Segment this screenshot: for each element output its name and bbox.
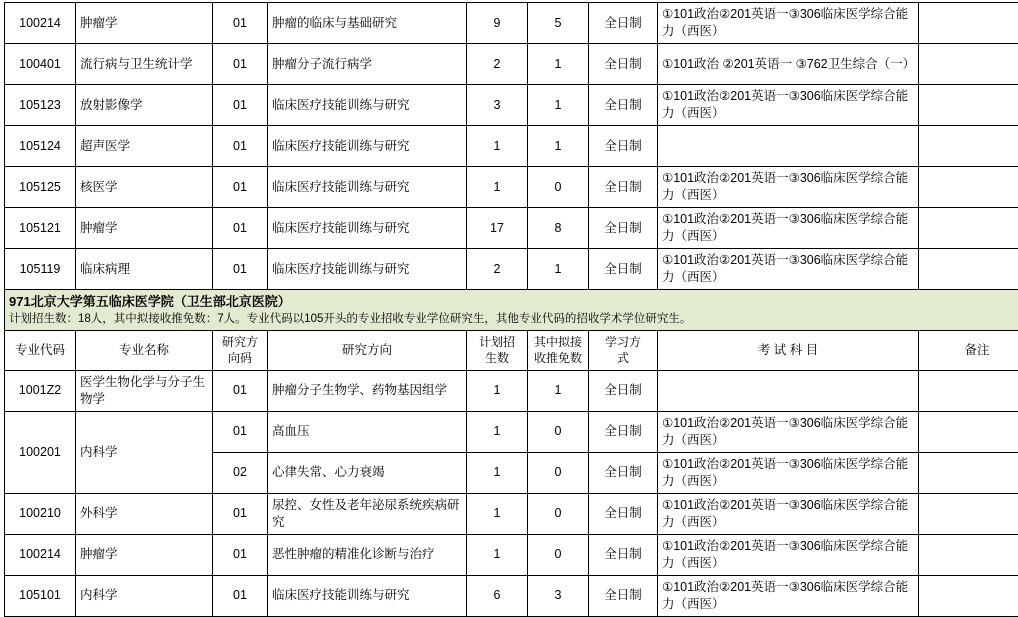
cell-plan-count: 6	[467, 575, 528, 616]
cell-major-name: 放射影像学	[76, 85, 213, 126]
table-row	[5, 370, 1018, 411]
table-row	[5, 85, 1018, 126]
cell-exempt-count: 3	[528, 575, 589, 616]
cell-remark	[919, 452, 1018, 493]
header-exempt-line1: 其中拟接	[534, 335, 582, 349]
cell-direction-code: 01	[213, 208, 268, 249]
cell-exempt-count: 1	[528, 44, 589, 85]
header-major-code: 专业代码	[5, 331, 76, 370]
cell-study-mode: 全日制	[589, 493, 658, 534]
cell-exempt-count: 1	[528, 249, 589, 290]
table-row	[5, 167, 1018, 208]
cell-remark	[919, 370, 1018, 411]
cell-exam-subjects: ①101政治②201英语一③306临床医学综合能力（西医）	[658, 411, 919, 452]
cell-direction-code: 01	[213, 3, 268, 44]
cell-major-code: 105125	[5, 167, 76, 208]
cell-study-mode: 全日制	[589, 126, 658, 167]
cell-major-code: 100401	[5, 44, 76, 85]
cell-study-mode: 全日制	[589, 575, 658, 616]
cell-research-direction: 高血压	[268, 411, 467, 452]
cell-direction-code: 01	[213, 493, 268, 534]
cell-research-direction: 肿瘤的临床与基础研究	[268, 3, 467, 44]
cell-direction-code: 02	[213, 452, 268, 493]
table-row	[5, 411, 1018, 452]
cell-direction-code: 01	[213, 411, 268, 452]
cell-major-name: 内科学	[76, 575, 213, 616]
cell-plan-count: 1	[467, 452, 528, 493]
cell-major-name: 外科学	[76, 493, 213, 534]
cell-exempt-count: 1	[528, 126, 589, 167]
cell-exempt-count: 5	[528, 3, 589, 44]
cell-research-direction: 尿控、女性及老年泌尿系统疾病研究	[268, 493, 467, 534]
column-header-row	[5, 331, 1018, 370]
cell-research-direction: 心律失常、心力衰竭	[268, 452, 467, 493]
cell-plan-count: 1	[467, 126, 528, 167]
cell-exam-subjects: ①101政治②201英语一③306临床医学综合能力（西医）	[658, 249, 919, 290]
cell-major-code: 100201	[5, 411, 76, 493]
table-row	[5, 126, 1018, 167]
cell-exempt-count: 0	[528, 411, 589, 452]
cell-plan-count: 17	[467, 208, 528, 249]
cell-exam-subjects: ①101政治②201英语一③306临床医学综合能力（西医）	[658, 575, 919, 616]
cell-study-mode: 全日制	[589, 208, 658, 249]
header-direction-code	[213, 331, 268, 370]
cell-exam-subjects: ①101政治②201英语一③306临床医学综合能力（西医）	[658, 3, 919, 44]
cell-direction-code: 01	[213, 167, 268, 208]
table-row	[5, 3, 1018, 44]
cell-research-direction: 临床医疗技能训练与研究	[268, 167, 467, 208]
cell-exempt-count: 0	[528, 167, 589, 208]
table-row	[5, 44, 1018, 85]
cell-direction-code: 01	[213, 370, 268, 411]
cell-major-code: 105123	[5, 85, 76, 126]
cell-exam-subjects: ①101政治②201英语一③306临床医学综合能力（西医）	[658, 534, 919, 575]
cell-remark	[919, 85, 1018, 126]
header-study-line2: 式	[617, 351, 629, 365]
cell-major-name: 超声医学	[76, 126, 213, 167]
cell-major-name: 医学生物化学与分子生物学	[76, 370, 213, 411]
header-research-direction: 研究方向	[268, 331, 467, 370]
cell-research-direction: 临床医疗技能训练与研究	[268, 126, 467, 167]
cell-plan-count: 1	[467, 370, 528, 411]
cell-direction-code: 01	[213, 126, 268, 167]
cell-exempt-count: 0	[528, 534, 589, 575]
cell-major-code: 105124	[5, 126, 76, 167]
cell-major-code: 1001Z2	[5, 370, 76, 411]
cell-remark	[919, 3, 1018, 44]
cell-direction-code: 01	[213, 85, 268, 126]
header-study-line1: 学习方	[605, 335, 641, 349]
cell-exam-subjects: ①101政治 ②201英语一 ③762卫生综合（一）	[658, 44, 919, 85]
cell-study-mode: 全日制	[589, 249, 658, 290]
cell-research-direction: 肿瘤分子流行病学	[268, 44, 467, 85]
table-row	[5, 249, 1018, 290]
header-major-name: 专业名称	[76, 331, 213, 370]
cell-major-code: 105119	[5, 249, 76, 290]
section-header-row	[5, 290, 1018, 331]
cell-plan-count: 2	[467, 249, 528, 290]
header-study-mode	[589, 331, 658, 370]
cell-direction-code: 01	[213, 249, 268, 290]
cell-research-direction: 临床医疗技能训练与研究	[268, 85, 467, 126]
header-plan-count	[467, 331, 528, 370]
cell-exam-subjects: ①101政治②201英语一③306临床医学综合能力（西医）	[658, 85, 919, 126]
header-exempt-line2: 收推免数	[534, 351, 582, 365]
section-header-cell	[5, 290, 1018, 331]
cell-plan-count: 1	[467, 167, 528, 208]
cell-major-code: 105121	[5, 208, 76, 249]
cell-major-name: 流行病与卫生统计学	[76, 44, 213, 85]
cell-study-mode: 全日制	[589, 85, 658, 126]
cell-research-direction: 肿瘤分子生物学、药物基因组学	[268, 370, 467, 411]
cell-research-direction: 临床医疗技能训练与研究	[268, 249, 467, 290]
cell-exam-subjects: ①101政治②201英语一③306临床医学综合能力（西医）	[658, 208, 919, 249]
header-exam-subjects: 考 试 科 目	[658, 331, 919, 370]
cell-exempt-count: 0	[528, 493, 589, 534]
cell-exam-subjects	[658, 370, 919, 411]
section-subtitle: 计划招生数：18人，其中拟接收推免数：7人。专业代码以105开头的专业招收专业学位研究生，其他专业代码的招收学术学位研究生。	[9, 311, 1018, 327]
cell-study-mode: 全日制	[589, 452, 658, 493]
cell-exempt-count: 1	[528, 370, 589, 411]
cell-plan-count: 3	[467, 85, 528, 126]
table-row	[5, 534, 1018, 575]
cell-major-code: 105101	[5, 575, 76, 616]
cell-major-name: 临床病理	[76, 249, 213, 290]
cell-study-mode: 全日制	[589, 370, 658, 411]
document-page	[0, 2, 1018, 613]
cell-research-direction: 临床医疗技能训练与研究	[268, 208, 467, 249]
header-exempt-count	[528, 331, 589, 370]
cell-remark	[919, 493, 1018, 534]
cell-remark	[919, 44, 1018, 85]
cell-direction-code: 01	[213, 44, 268, 85]
cell-exam-subjects	[658, 126, 919, 167]
cell-study-mode: 全日制	[589, 44, 658, 85]
cell-study-mode: 全日制	[589, 167, 658, 208]
cell-remark	[919, 249, 1018, 290]
cell-exempt-count: 1	[528, 85, 589, 126]
section-title: 971北京大学第五临床医学院（卫生部北京医院）	[9, 293, 1018, 311]
cell-plan-count: 2	[467, 44, 528, 85]
header-remark: 备注	[919, 331, 1018, 370]
table-row	[5, 493, 1018, 534]
cell-exempt-count: 8	[528, 208, 589, 249]
cell-major-name: 核医学	[76, 167, 213, 208]
cell-major-name: 肿瘤学	[76, 208, 213, 249]
cell-direction-code: 01	[213, 534, 268, 575]
header-direction-code-line1: 研究方	[222, 335, 258, 349]
cell-major-code: 100214	[5, 3, 76, 44]
cell-remark	[919, 167, 1018, 208]
cell-major-name: 肿瘤学	[76, 3, 213, 44]
cell-plan-count: 9	[467, 3, 528, 44]
cell-remark	[919, 208, 1018, 249]
cell-major-name: 内科学	[76, 411, 213, 493]
cell-exam-subjects: ①101政治②201英语一③306临床医学综合能力（西医）	[658, 167, 919, 208]
cell-remark	[919, 126, 1018, 167]
cell-plan-count: 1	[467, 493, 528, 534]
cell-plan-count: 1	[467, 411, 528, 452]
header-plan-line2: 生数	[485, 351, 509, 365]
cell-remark	[919, 534, 1018, 575]
cell-major-code: 100210	[5, 493, 76, 534]
cell-exam-subjects: ①101政治②201英语一③306临床医学综合能力（西医）	[658, 493, 919, 534]
header-direction-code-line2: 向码	[228, 351, 252, 365]
cell-remark	[919, 411, 1018, 452]
cell-direction-code: 01	[213, 575, 268, 616]
cell-plan-count: 1	[467, 534, 528, 575]
cell-exempt-count: 0	[528, 452, 589, 493]
cell-major-name: 肿瘤学	[76, 534, 213, 575]
table-row	[5, 575, 1018, 616]
cell-major-code: 100214	[5, 534, 76, 575]
cell-research-direction: 恶性肿瘤的精准化诊断与治疗	[268, 534, 467, 575]
cell-exam-subjects: ①101政治②201英语一③306临床医学综合能力（西医）	[658, 452, 919, 493]
cell-study-mode: 全日制	[589, 411, 658, 452]
table-row	[5, 208, 1018, 249]
admissions-table-top	[4, 2, 1018, 617]
cell-remark	[919, 575, 1018, 616]
cell-study-mode: 全日制	[589, 3, 658, 44]
cell-research-direction: 临床医疗技能训练与研究	[268, 575, 467, 616]
cell-study-mode: 全日制	[589, 534, 658, 575]
header-plan-line1: 计划招	[479, 335, 515, 349]
